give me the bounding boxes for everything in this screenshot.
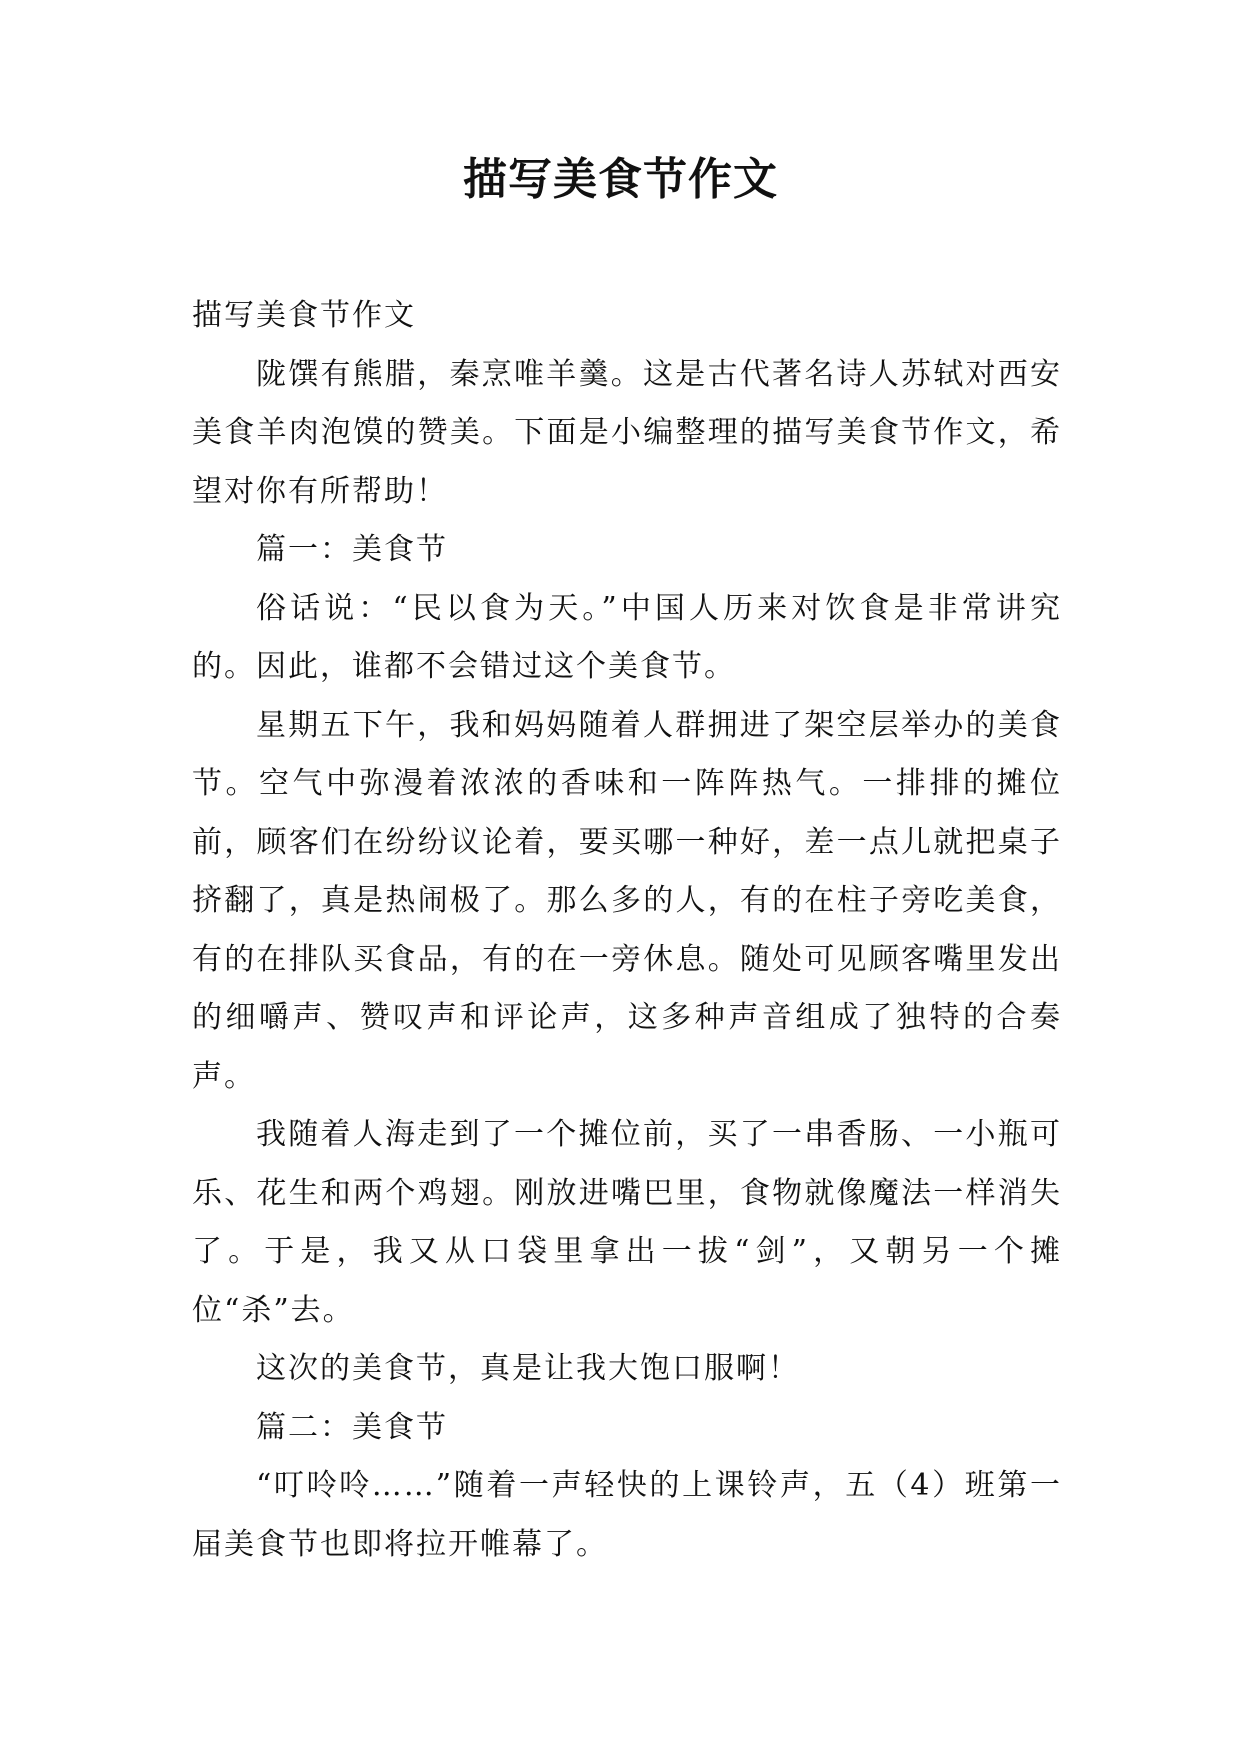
section-heading-1: 篇一：美食节 [256,532,448,567]
intro-paragraph: 陇馔有熊腊，秦烹唯羊羹。这是古代著名诗人苏轼对西安美食羊肉泡馍的赞美。下面是小编整理的描写美食节作文，希望对你有所帮助！ [192,356,1062,509]
paragraph: 星期五下午，我和妈妈随着人群拥进了架空层举办的美食节。空气中弥漫着浓浓的香味和一阵阵热气。一排排的摊位前，顾客们在纷纷议论着，要买哪一种好，差一点儿就把桌子挤翻了，真是热闹极了。那么多的人，有的在柱子旁吃美食，有的在排队买食品，有的在一旁休息。随处可见顾客嘴里发出的细嚼声、赞叹声和评论声，这多种声音组成了独特的合奏声。 [192,707,1062,1094]
document-title: 描写美食节作文 [463,154,778,205]
document-body [192,287,1062,1574]
paragraph: 这次的美食节，真是让我大饱口服啊！ [256,1351,800,1386]
paragraph: “叮呤呤……”随着一声轻快的上课铃声，五（4）班第一届美食节也即将拉开帷幕了。 [192,1468,1062,1562]
paragraph: 我随着人海走到了一个摊位前，买了一串香肠、一小瓶可乐、花生和两个鸡翅。刚放进嘴巴里，食物就像魔法一样消失了。于是，我又从口袋里拿出一拔“剑”，又朝另一个摊位“杀”去。 [192,1117,1062,1328]
paragraph: 俗话说：“民以食为天。”中国人历来对饮食是非常讲究的。因此，谁都不会错过这个美食节。 [192,590,1062,684]
subtitle-line: 描写美食节作文 [192,298,416,333]
section-heading-2: 篇二：美食节 [256,1409,448,1445]
